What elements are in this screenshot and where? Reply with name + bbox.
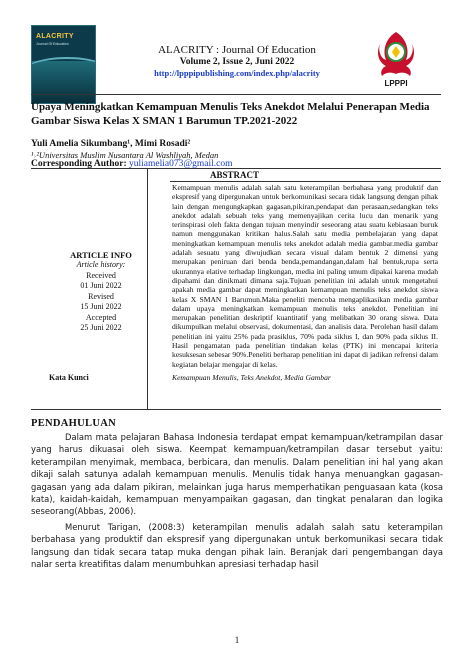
section-title: PENDAHULUAN <box>31 418 116 429</box>
article-info <box>31 250 171 334</box>
paper-title: Upaya Meningkatkan Kemampuan Menulis Teks Anekdot Melalui Penerapan Media Gambar Siswa Kelas X SMAN 1 Barumun TP.2021-2022 <box>31 101 430 127</box>
body-text <box>31 431 443 573</box>
cover-logo-text: ALACRITY <box>36 33 74 40</box>
abstract-heading-rule <box>170 181 441 182</box>
corresponding-author: Corresponding Author: yuliamelia073@gmail.com <box>31 159 233 169</box>
corresponding-email-link[interactable]: yuliamelia073@gmail.com <box>129 159 233 169</box>
cover-subtitle: Journal Of Education <box>36 42 69 46</box>
journal-volume: Volume 2, Issue 2, Juni 2022 <box>179 57 295 67</box>
paper-authors: Yuli Amelia Sikumbang¹, Mimi Rosadi² <box>31 139 191 149</box>
body-paragraph-2: Menurut Tarigan, (2008:3) keterampilan menulis adalah salah satu keterampilan berbahasa yang produktif dan ekspresif yang dipergunakan untuk berkomunikasi secara tidak langsung dan tidak secara tatap muka dengan pihak lain. Beranjak dari pengembangan daya nalar serta kreatifitas dalam menumbuhkan apresiasi terhadap hasil <box>31 521 443 570</box>
header-divider <box>31 94 441 95</box>
abstract-heading: ABSTRACT <box>210 170 260 180</box>
revised-label: Revised <box>88 291 114 301</box>
seal-label: LPPPI <box>384 79 408 88</box>
cover-wave-decoration <box>31 57 96 89</box>
accepted-label: Accepted <box>85 312 117 322</box>
page-number: 1 <box>234 635 240 645</box>
received-label: Received <box>86 270 116 280</box>
keywords-label: Kata Kunci <box>49 373 89 382</box>
author-affiliation: ¹˒²Universitas Muslim Nusantara Al Washliyah, Medan <box>31 150 219 160</box>
journal-url-link[interactable]: http://lpppipublishing.com/index.php/alacrity <box>154 68 320 78</box>
body-paragraph-1: Dalam mata pelajaran Bahasa Indonesia terdapat empat kemampuan/ketrampilan dasar yang harus dikuasai oleh siswa. Keempat kemampuan/ketrampilan dasar tersebut yaitu: keterampilan menyimak, membaca, berbicara, dan menulis. Dalam penelitian ini hal yang akan dikaji salah satunya adalah kemampuan menulis. Menulis tidak hanya menuangkan gagasan-gagasan yang ada dalam pikiran, melainkan juga harus memperhatikan penguasaan kata (kosa kata), kaidah-kaidah, kemampuan menyampaikan gagasan, dan tingkat penalaran dan logika seseorang(Abbas, 2006). <box>31 432 443 517</box>
revised-date: 15 Juni 2022 <box>80 302 122 311</box>
journal-cover-thumbnail <box>31 25 96 104</box>
accepted-date: 25 Juni 2022 <box>80 323 122 332</box>
abstract-text: Kemampuan menulis adalah salah satu keterampilan berbahasa yang produktif dan ekspresif yang dipergunakan untuk berkomunikasi secara tidak langsung dengan pihak lain dengan mengungkapkan gagasan,pikiran,pendapat dan perasaan,sedangkan teks anekdot adalah sebuah teks yang memenyajikan cerita lucu dan menarik yang terinspirasi oleh fakta dengan tujuan menyindir seseorang atau suatu kebiasaan buruk namun menggunakan kritikan halus.Salah satu media pembelajaran yang dapat meningkatkan kemampuan menulis teks anekdot adalah media gambar.media gambar adalah sesuatu yang diwujudkan secara visual dalam bentuk 2 dimensi yang merupakan peniruan dari benda benda,pemandangan,dalam hal bentuk,rupa serta ukurannya elative terhadap lingkungan, media ini paling umum dipakai karena mudah dipahami dan dinikmati dimana saja.Tujuan penelitian ini adalah untuk mengetahui apakah media gambar dapat meningkatkan kemampuan menulis teks anekdot siswa kelas X SMAN 1 Barumun.Maka peneliti mencoba mengaplikasikan media gambar dalam upaya meningkatkan kemampuan menulis teks anekdot. Penelitian ini merupakan penelitian deskriptif kuantitatif yang melibatkan 30 orang siswa. Data dikumpulkan melalui observasi, dokumentasi, dan analisis data. Perolehan hasil dalam penelitian ini yaitu 25% pada prasiklus, 70% pada siklus I, dan 90% pada siklus II. Hasil pengamatan pada penelitian tindakan kelas (PTK) ini mencapai kriteria kesuksesan sebesar 90%.Peneliti berharap penelitian ini dapat di jadikan refrensi dalam kegiatan belajar mengajar di kelas. <box>172 183 438 369</box>
keywords-text: Kemampuan Menulis, Teks Anekdot, Media Gambar <box>172 373 331 382</box>
journal-header <box>110 44 364 79</box>
corresponding-label: Corresponding Author <box>31 159 124 169</box>
journal-title: ALACRITY : Journal Of Education <box>158 44 316 56</box>
received-date: 01 Juni 2022 <box>80 281 122 290</box>
lpppi-seal-logo <box>372 28 420 90</box>
article-info-heading: ARTICLE INFO <box>70 250 132 260</box>
article-history-label: Article history: <box>76 260 126 269</box>
